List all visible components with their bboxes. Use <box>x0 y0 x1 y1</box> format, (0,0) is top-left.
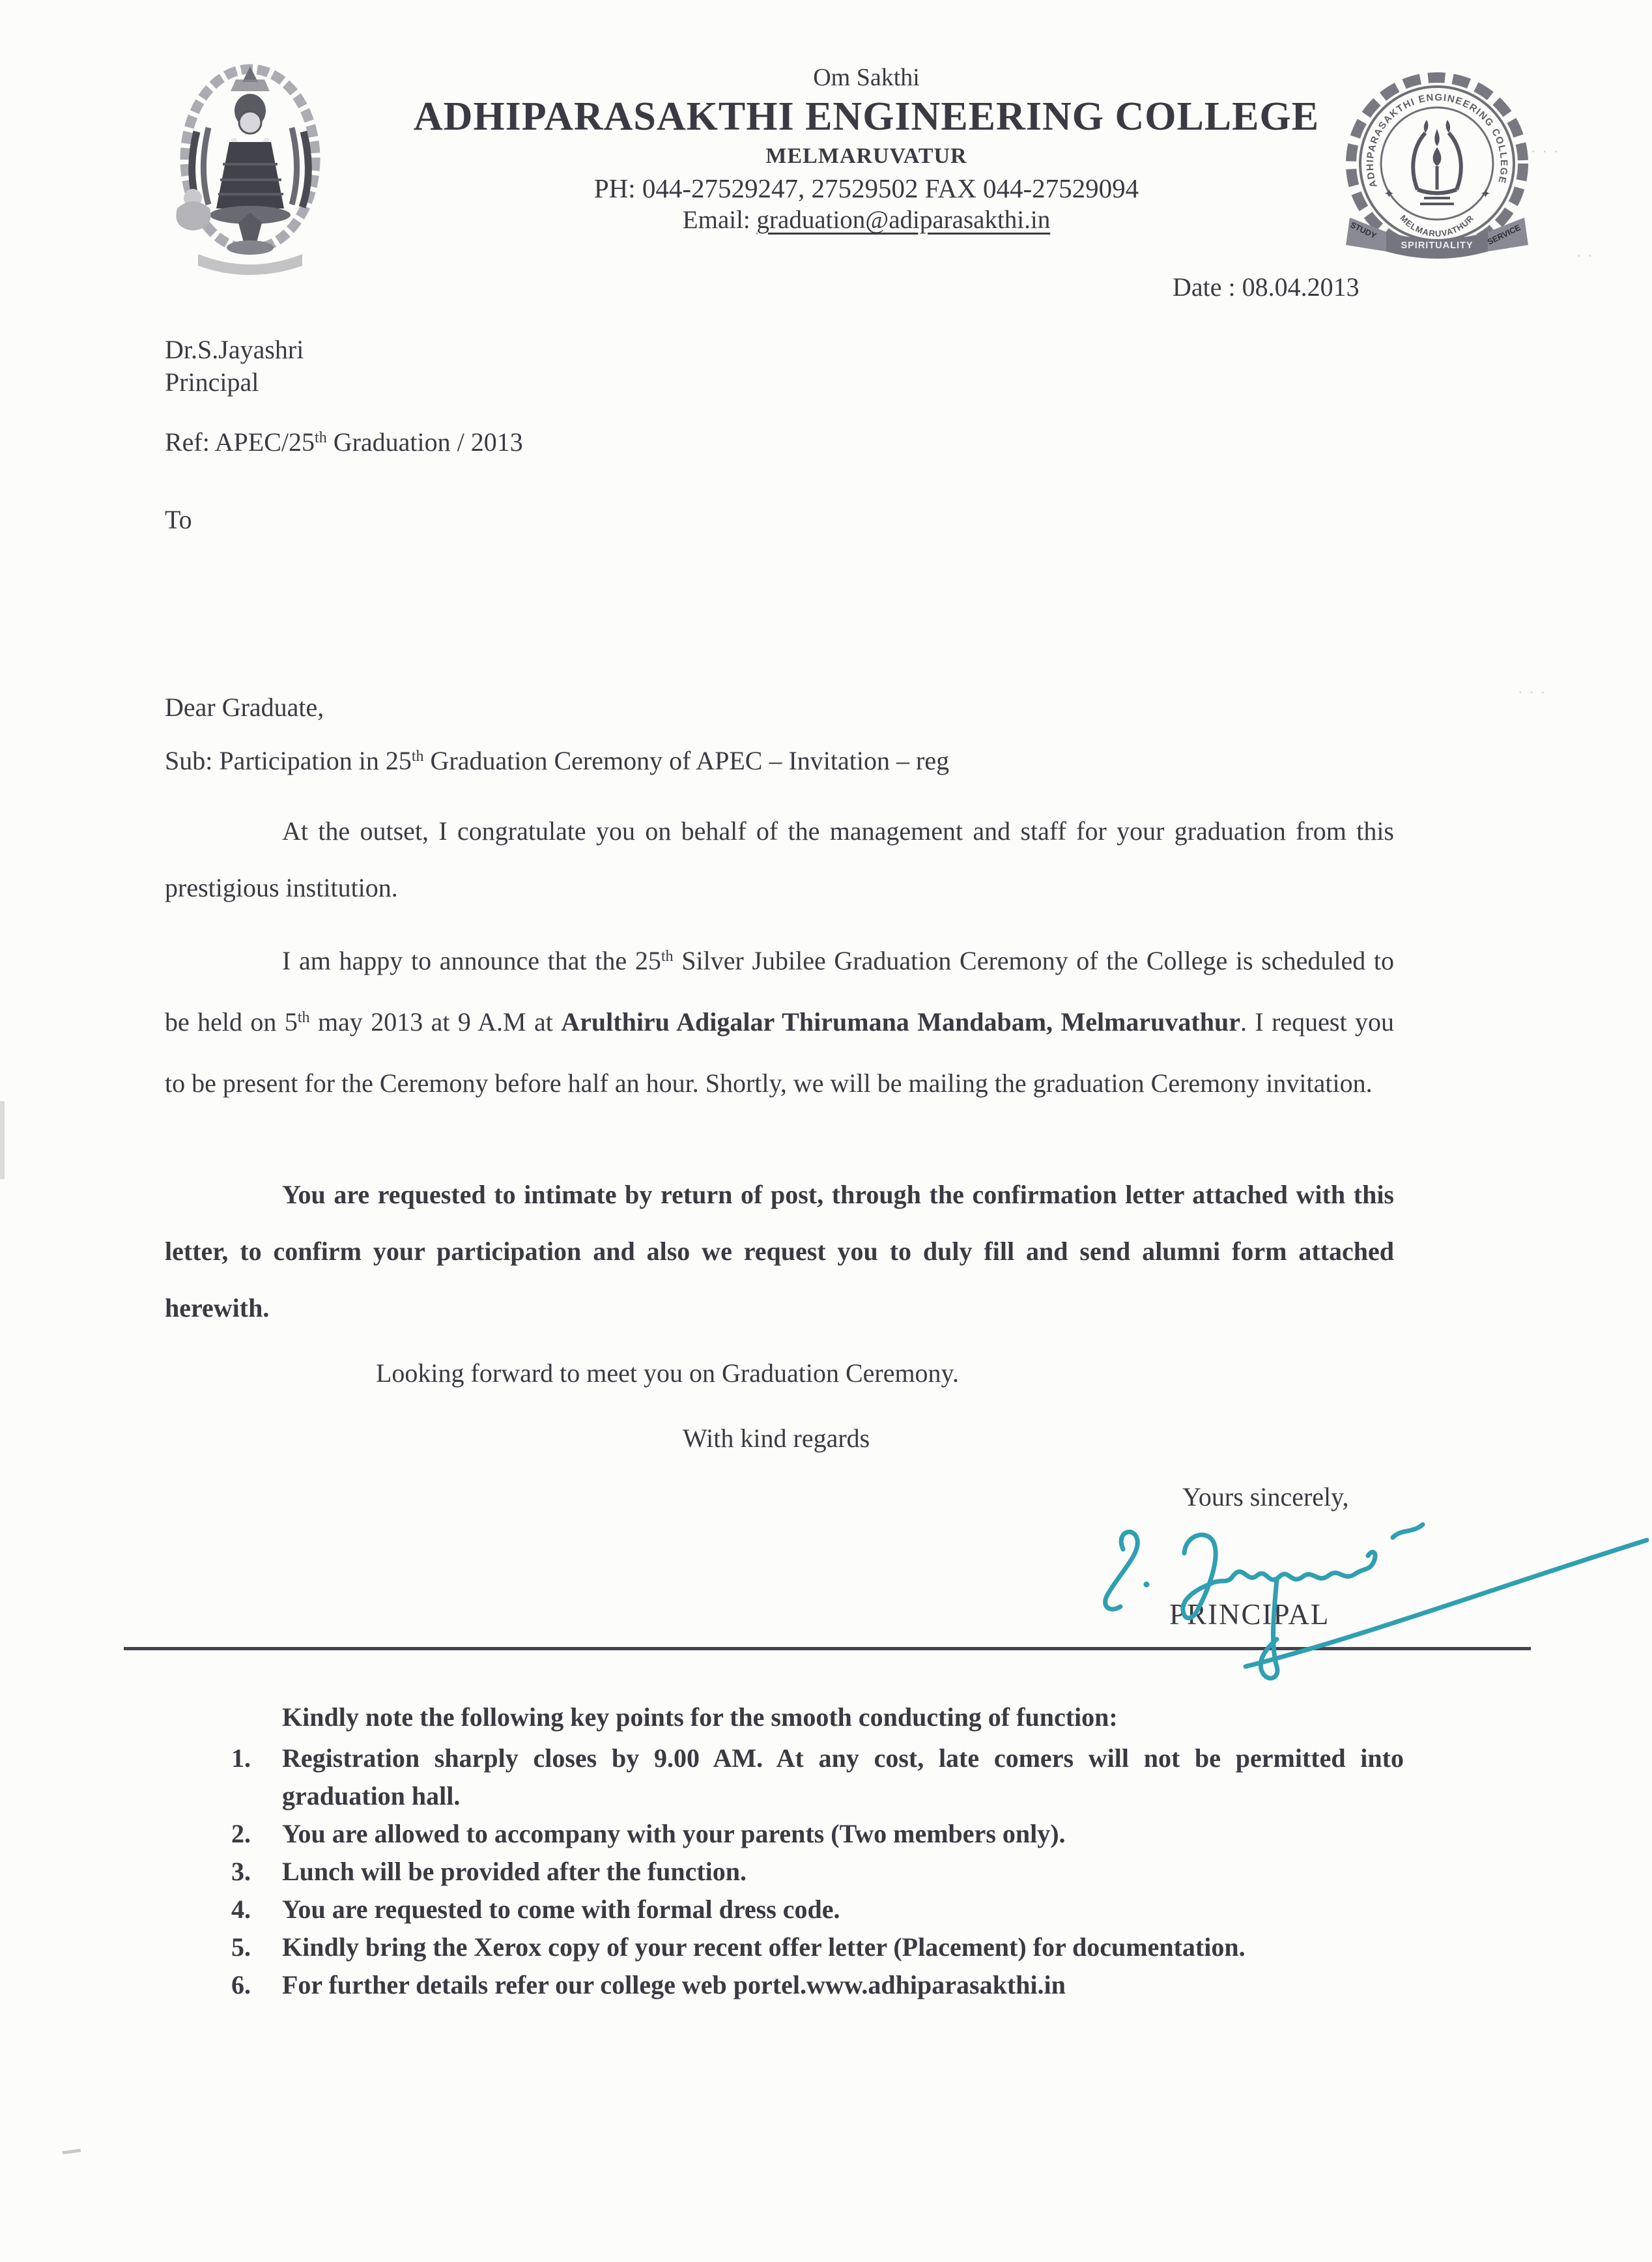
ordinal-superscript: th <box>315 429 327 446</box>
regards-line: With kind regards <box>683 1424 870 1453</box>
scan-artifact: ··· <box>1531 143 1565 160</box>
subject-line <box>165 745 949 780</box>
list-item-number: 4. <box>231 1895 251 1924</box>
date-line: Date : 08.04.2013 <box>1173 272 1360 302</box>
announcement-text: may 2013 at 9 A.M at <box>309 1007 562 1037</box>
seal-star-icon: ✦ <box>1480 187 1491 201</box>
list-item <box>231 1853 1404 1891</box>
list-item <box>231 1966 1404 2004</box>
paragraph-announcement <box>165 932 1394 1111</box>
reference-suffix: Graduation / 2013 <box>326 427 523 457</box>
divider-line <box>124 1647 1531 1650</box>
to-label: To <box>165 505 192 534</box>
paragraph-congratulation: At the outset, I congratulate you on behalf of the management and staff for your graduation from this prestigious institution. <box>165 816 1394 902</box>
list-item-number: 5. <box>231 1932 251 1962</box>
seal-ribbon-center-text: SPIRITUALITY <box>1401 240 1474 251</box>
list-item-text: Kindly bring the Xerox copy of your recent offer letter (Placement) for documentation. <box>282 1932 1246 1962</box>
college-location: MELMARUVATUR <box>765 144 967 168</box>
reference-line <box>165 427 523 462</box>
notes-heading: Kindly note the following key points for the smooth conducting of function: <box>282 1702 1118 1732</box>
announcement-text: . I request you to be present for the Ceremony before half an hour. Shortly, we will be mailing the graduation Ceremony invitation. <box>165 1007 1395 1098</box>
list-item-number: 3. <box>231 1857 251 1886</box>
list-item <box>231 1815 1404 1853</box>
announcement-text: I am happy to announce that the 25 <box>282 946 661 975</box>
scan-artifact: ··· <box>1518 684 1552 700</box>
email-address: graduation@adiparasakthi.in <box>756 206 1051 234</box>
signer-title: PRINCIPAL <box>1169 1598 1330 1631</box>
scan-artifact <box>0 1101 5 1179</box>
salutation: Dear Graduate, <box>165 693 324 722</box>
list-item-number: 6. <box>231 1970 251 1999</box>
scan-artifact: ·· <box>1576 248 1599 264</box>
venue-name: Arulthiru Adigalar Thirumana Mandabam, Melmaruvathur <box>561 1007 1240 1037</box>
principal-signature <box>1081 1511 1652 1707</box>
list-item-text: You are requested to come with formal dress code. <box>282 1895 840 1924</box>
email-label: Email: <box>682 206 750 234</box>
subject-prefix: Sub: Participation in 25 <box>165 746 412 775</box>
ordinal-superscript: th <box>297 1009 310 1026</box>
list-item <box>231 1928 1404 1966</box>
list-item-text: Registration sharply closes by 9.00 AM. At any cost, late comers will not be permitted into graduation hall. <box>282 1743 1404 1811</box>
seal-ribbon-right-text: SERVICE <box>1486 223 1522 247</box>
sender-title: Principal <box>165 367 259 397</box>
email-line <box>287 205 1446 236</box>
invocation-line: Om Sakthi <box>813 64 920 91</box>
list-item-text: For further details refer our college web portel.www.adhiparasakthi.in <box>282 1970 1066 1999</box>
sincerely-line: Yours sincerely, <box>1182 1482 1349 1511</box>
notes-list <box>231 1739 1404 2004</box>
phone-fax-line: PH: 044-27529247, 27529502 FAX 044-27529094 <box>593 173 1139 203</box>
seal-star-icon: ✦ <box>1384 187 1395 201</box>
closing-line: Looking forward to meet you on Graduation Ceremony. <box>376 1358 959 1388</box>
college-seal-logo <box>1326 56 1548 281</box>
scan-artifact <box>63 2149 81 2155</box>
list-item-text: You are allowed to accompany with your parents (Two members only). <box>282 1819 1066 1848</box>
list-item-number: 1. <box>231 1743 251 1773</box>
ordinal-superscript: th <box>411 747 424 765</box>
sender-block <box>165 334 304 399</box>
list-item-text: Lunch will be provided after the function. <box>282 1857 747 1886</box>
ordinal-superscript: th <box>661 947 674 965</box>
list-item <box>231 1891 1404 1928</box>
letterhead <box>287 63 1446 236</box>
seal-inner-text: MELMARUVATHUR <box>1398 212 1476 239</box>
subject-suffix: Graduation Ceremony of APEC – Invitation – reg <box>423 746 950 775</box>
announcement-text: Silver Jubilee Graduation Ceremony of the College is scheduled to be held on 5 <box>165 946 1395 1037</box>
college-name: ADHIPARASAKTHI ENGINEERING COLLEGE <box>413 94 1320 139</box>
list-item-number: 2. <box>231 1819 251 1848</box>
paragraph-confirmation-request: You are requested to intimate by return of post, through the confirmation letter attached with this letter, to confirm your participation and also we request you to duly fill and send alumni form attached herewith. <box>165 1180 1394 1323</box>
seal-ribbon-left-text: STUDY <box>1348 220 1378 241</box>
sender-name: Dr.S.Jayashri <box>165 335 304 364</box>
list-item <box>231 1739 1404 1815</box>
seal-ring-text: ADHIPARASAKTHI ENGINEERING COLLEGE <box>1364 92 1510 189</box>
reference-prefix: Ref: APEC/25 <box>165 427 315 457</box>
